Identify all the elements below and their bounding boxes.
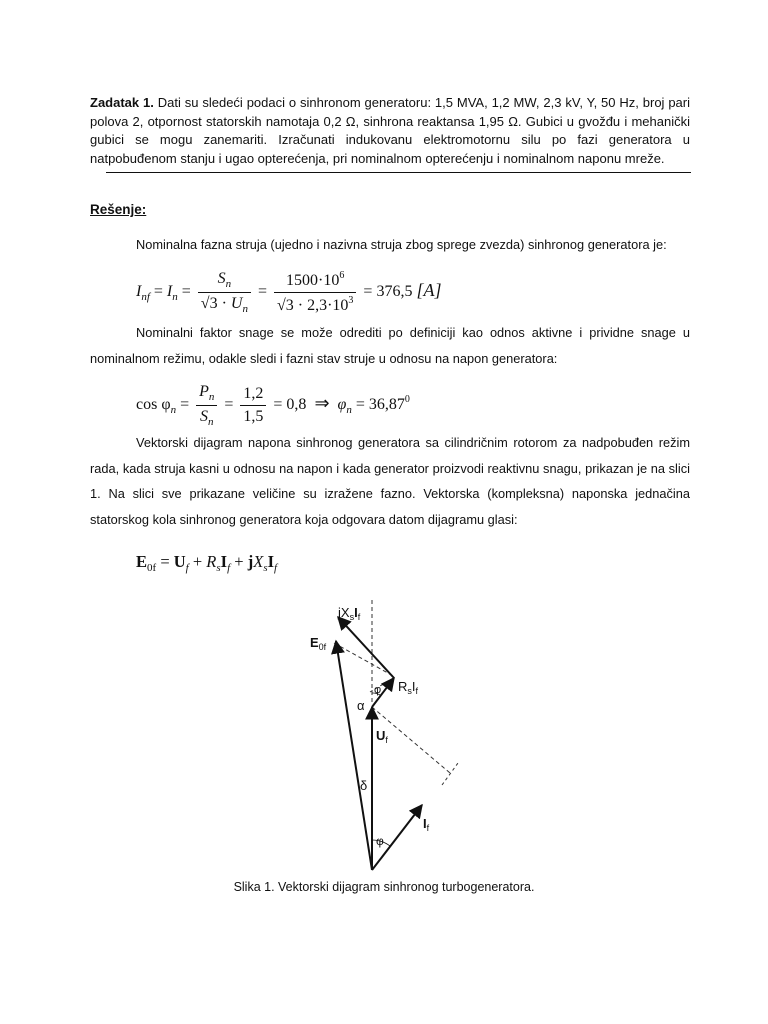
paragraph-1 [90,232,690,258]
paragraph-2 [90,320,690,371]
label-uf: $U_f$ [376,728,388,745]
horizontal-rule [106,172,691,173]
label-rsif: $R_sI_f$ [398,679,419,696]
dashed-perpendicular [442,763,458,785]
label-phi-bottom: φ [376,834,384,848]
paragraph-3 [90,430,690,532]
paragraph-2-text: Nominalni faktor snage se može odrediti po definiciji kao odnos aktivne i prividne snage u nominalnom režimu, odakle sledi i fazni stav struje u odnosu na napon generatora: [90,325,690,366]
paragraph-3-text: Vektorski dijagram napona sinhronog generatora sa cilindričnim rotorom za nadpobuđen režim rada, kada struja kasni u odnosu na napon i kada generator proizvodi reaktivnu snagu, prikazan je na slici 1. Na slici sve prikazane veličine su izražene fazno. Vektorska (kompleksna) naponska jednačina statorskog kola sinhronog generatora koja odgovara datom dijagramu glasi: [90,435,690,527]
label-jxsif: $jX_sI_f$ [338,605,361,622]
equation-power-factor: $\cos \varphi_n$ = $\frac{P_n}{S_n}$ = $\frac{1,2}{1,5}$ = 0,8 ⇒ $\varphi_n = 36,87^0$ [136,383,410,428]
equation-voltage: $E_{0f} = U_f + R_sI_f + jX_sI_f$ [136,552,278,574]
phasor-diagram [290,595,480,880]
paragraph-1-text: Nominalna fazna struja (ujedno i nazivna struja zbog sprege zvezda) sinhronog generatora je: [136,237,667,252]
label-if: $I_f$ [423,816,430,833]
label-phi-top: φ [374,684,382,696]
task-text: Dati su sledeći podaci o sinhronom generatoru: 1,5 MVA, 1,2 MW, 2,3 kV, Y, 50 Hz, broj pari polova 2, otpornost statorskih namotaja 0,2 Ω, sinhrona reaktansa 1,95 Ω. Gubici u gvožđu i mehanički gubici se mogu zanemariti. Izračunati indukovanu elektromotornu silu po fazi generatora u natpobuđenom stanju i ugao opterećenja, pri nominalnom opterećenju i nominalnom naponu mreže. [90,95,690,166]
label-delta: δ [360,778,368,793]
label-e0f: $E_{0f}$ [310,635,327,652]
figure-caption: Slika 1. Vektorski dijagram sinhronog turbogeneratora. [233,880,535,894]
task-label: Zadatak 1. [90,95,154,110]
dashed-e-to-rs [334,643,395,677]
e0f-vector [336,641,372,870]
jxsif-vector [338,617,394,678]
label-alpha: α [357,698,365,713]
equation-nominal-current: $I_{nf} = I_n$ = $\frac{S_n}{√3 \cdot U_n}$ = $\frac{1500\cdot 10^6}{√3 \cdot 2,3\cdot 10^3}$ = 376,5 [A] [136,270,442,315]
solution-heading: Rešenje: [90,202,147,217]
task-statement [90,94,690,168]
